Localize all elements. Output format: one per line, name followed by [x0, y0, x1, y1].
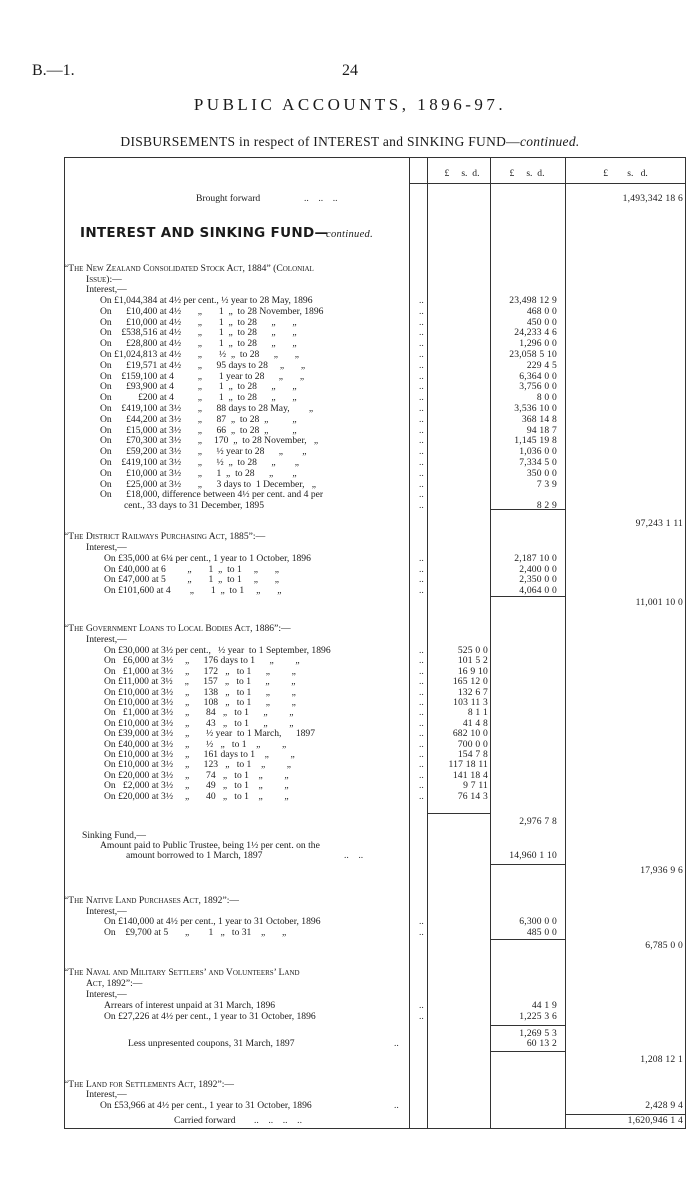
ledger-row-text: On £15,000 at 3½ „ 66 „ to 28 „ „: [100, 424, 297, 436]
ledger-row-amount: 154 7 8: [457, 749, 488, 760]
ledger-row-text: On £2,000 at 3½ „ 49 „ to 1 „ „: [104, 780, 289, 792]
leader-dots: ..: [419, 359, 424, 371]
leader-dots: ..: [419, 676, 424, 688]
ledger-row-amount: 76 14 3: [457, 790, 488, 802]
ledger-row-amount: 4,064 0 0: [519, 584, 557, 596]
ls-interest-row: On £53,966 at 4½ per cent., 1 year to 31 October, 1896 .. 2,428 9 4: [100, 1100, 683, 1111]
sinking-fund-amount: 14,960 1 10: [509, 850, 557, 861]
ledger-row-amount: 94 18 7: [526, 424, 557, 436]
leader-dots: .. .. .. ..: [254, 1115, 302, 1126]
ledger-row-text: On £70,300 at 3½ „ 170 „ to 28 November, „: [100, 435, 319, 447]
nm-act-total: 1,208 12 1: [640, 1054, 683, 1065]
ledger-row-amount: 1,296 0 0: [519, 338, 557, 350]
act-title-nz-consolidated-stock: “The New Zealand Consolidated Stock Act, 1884” (Colonial: [64, 263, 314, 274]
ledger-row-amount: 450 0 0: [526, 316, 557, 328]
dr-subtotal-rule: [490, 596, 565, 597]
dr-act-total: 11,001 10 0: [635, 597, 683, 608]
ledger-row-amount: 6,300 0 0: [519, 916, 557, 927]
ledger-row-amount: 1,145 19 8: [514, 435, 557, 447]
ledger-row-amount: 2,350 0 0: [519, 574, 557, 585]
leader-dots: ..: [419, 728, 424, 740]
carried-forward-label: Carried forward: [174, 1115, 236, 1126]
leader-dots: ..: [419, 790, 424, 802]
ledger-row-amount: 24,233 4 6: [514, 327, 557, 339]
gl-interest-rule: [427, 813, 490, 814]
pound-label: £: [603, 168, 609, 179]
leader-dots: ..: [419, 574, 424, 585]
currency-header-col2: [497, 169, 557, 179]
ledger-row-text: On £93,900 at 4 „ 1 „ to 28 „ „: [100, 381, 297, 393]
ledger-row-text: On £28,800 at 4½ „ 1 „ to 28 „ „: [100, 338, 297, 350]
ledger-row: [64, 729, 686, 739]
gl-total-row: [64, 866, 686, 876]
ledger-row: [64, 296, 686, 306]
leader-dots: ..: [419, 697, 424, 708]
ledger-row-text: On £10,000 at 4½ „ 1 „ to 28 „ „: [100, 316, 297, 328]
interest-label: Interest,—: [86, 284, 127, 295]
leader-dots: ..: [419, 413, 424, 425]
ledger-row-text: On £40,000 at 6 „ 1 „ to 1 „ „: [104, 563, 280, 575]
ledger-row: [64, 382, 686, 392]
ledger-row-text: On £10,000 at 3½ „ 1 „ to 28 „ „: [100, 467, 297, 479]
leader-dots: ..: [419, 926, 424, 938]
brought-forward-row: [64, 194, 686, 204]
ledger-row: [64, 426, 686, 436]
ledger-row-text: On £10,000 at 3½ „ 138 „ to 1 „ „: [104, 686, 296, 698]
gl-subtotal-row: [64, 817, 686, 827]
nz-total-row: [64, 519, 686, 529]
ledger-row-text: On £1,000 at 3½ „ 84 „ to 1 „ „: [104, 707, 294, 719]
ledger-row-amount: 101 5 2: [457, 655, 488, 667]
nl-total-row: [64, 941, 686, 951]
ledger-row-amount: 165 12 0: [452, 676, 488, 688]
ledger-row: [64, 490, 686, 500]
ledger-row-text: On £10,000 at 3½ „ 123 „ to 1 „ „: [104, 759, 292, 771]
ledger-row-text: On £10,000 at 3½ „ 161 days to 1 „ „: [104, 749, 295, 760]
leader-dots: ..: [419, 749, 424, 760]
act-title-district-railways: “The District Railways Purchasing Act, 1885”:—: [64, 531, 266, 542]
header-rule: [409, 183, 685, 184]
ledger-row-text: On £101,600 at 4 „ 1 „ to 1 „ „: [104, 584, 282, 596]
pound-label: £: [444, 168, 450, 179]
ledger-row-amount: 23,058 5 10: [509, 349, 557, 360]
ledger-row-text: On £20,000 at 3½ „ 74 „ to 1 „ „: [104, 769, 289, 781]
ledger-row-amount: 23,498 12 9: [509, 295, 557, 306]
leader-dots: ..: [419, 1010, 424, 1022]
interest-label: Interest,—: [86, 634, 127, 645]
ledger-row: [64, 372, 686, 382]
leader-dots: ..: [419, 305, 424, 317]
gl-act-total: 17,936 9 6: [640, 865, 683, 876]
currency-header-row: [64, 169, 686, 179]
ledger-row-amount: 117 18 11: [448, 759, 488, 771]
nl-act-total: 6,785 0 0: [645, 940, 683, 951]
leader-dots: ..: [419, 780, 424, 792]
ledger-row-text: On £25,000 at 3½ „ 3 days to 1 December, „: [100, 478, 316, 490]
ledger-row: [64, 307, 686, 317]
ledger-row: [64, 760, 686, 770]
leader-dots: ..: [419, 665, 424, 677]
ledger-row-amount: 8 1 1: [467, 707, 488, 719]
ledger-row-text: On £419,100 at 3½ „ 88 days to 28 May, „: [100, 403, 314, 414]
ledger-row-amount: 132 6 7: [457, 686, 488, 698]
leader-dots: ..: [419, 403, 424, 414]
leader-dots: ..: [419, 295, 424, 306]
ledger-row-amount: 16 9 10: [457, 665, 488, 677]
act-title-nz-consolidated-stock-cont: Issue):—: [86, 274, 122, 285]
ledger-row: [64, 565, 686, 575]
pence-label: d.: [472, 168, 480, 179]
ledger-row: [64, 917, 686, 927]
ledger-row-text: On £10,000 at 3½ „ 108 „ to 1 „ „: [104, 697, 296, 708]
page-number: 24: [342, 62, 358, 79]
ledger-row-amount: 41 4 8: [462, 717, 488, 729]
ledger-row: [64, 1001, 686, 1011]
act-title-native-land: “The Native Land Purchases Act, 1892”:—: [64, 895, 239, 906]
ledger-row-amount: 7,334 5 0: [519, 457, 557, 468]
currency-header-col3: [568, 169, 683, 179]
section-title: INTEREST AND SINKING FUND—: [80, 225, 329, 241]
ledger-row: [64, 928, 686, 938]
page-reference: B.—1.: [32, 62, 75, 79]
interest-label: Interest,—: [86, 542, 127, 553]
leader-dots: ..: [419, 655, 424, 667]
pound-label: £: [509, 168, 515, 179]
ledger-row: [64, 328, 686, 338]
subtitle-continued: continued.: [519, 134, 580, 149]
leader-dots: ..: [419, 563, 424, 575]
leader-dots: ..: [419, 686, 424, 698]
leader-dots: ..: [419, 759, 424, 771]
ledger-row-text: On £200 at 4 „ 1 „ to 28 „ „: [100, 392, 297, 404]
ledger-row-amount: 1,225 3 6: [519, 1010, 557, 1022]
ledger-row-amount: 1,036 0 0: [519, 446, 557, 458]
ledger-row: [64, 708, 686, 718]
brought-forward-label: Brought forward: [196, 193, 261, 204]
ledger-row-text: On £35,000 at 6¼ per cent., 1 year to 1 October, 1896: [104, 553, 311, 564]
brought-forward-total: 1,493,342 18 6: [622, 193, 683, 204]
leader-dots: ..: [419, 500, 424, 512]
leader-dots: ..: [419, 584, 424, 596]
ledger-row-amount: 350 0 0: [526, 467, 557, 479]
ledger-row: [64, 656, 686, 666]
sinking-fund-label: Sinking Fund,—: [82, 830, 146, 841]
ledger-row: [64, 436, 686, 446]
leader-dots: ..: [419, 327, 424, 339]
ledger-row-amount: 368 14 8: [521, 413, 557, 425]
ledger-row-text: On £30,000 at 3½ per cent., ½ year to 1 September, 1896: [104, 645, 331, 656]
ledger-row-text: On £11,000 at 3½ „ 157 „ to 1 „ „: [104, 676, 296, 688]
leader-dots: ..: [419, 338, 424, 350]
ledger-row-text: On £40,000 at 3½ „ ½ „ to 1 „ „: [104, 738, 287, 750]
page-subtitle: [0, 134, 700, 150]
ledger-row: [64, 404, 686, 414]
shilling-label: s.: [461, 168, 468, 179]
ledger-row: [64, 447, 686, 457]
ledger-row: [64, 339, 686, 349]
ledger-row-text: On £538,516 at 4½ „ 1 „ to 28 „ „: [100, 327, 297, 339]
nm-total-rule: [490, 1051, 565, 1052]
leader-dots: ..: [419, 467, 424, 479]
ledger-row-text: On £140,000 at 4½ per cent., 1 year to 31 October, 1896: [104, 916, 321, 927]
ledger-row-text: On £1,024,813 at 4½ „ ½ „ to 28 „ „: [100, 349, 300, 360]
ledger-row-text: On £1,000 at 3½ „ 172 „ to 1 „ „: [104, 665, 296, 677]
ledger-row-text: On £6,000 at 3½ „ 176 days to 1 „ „: [104, 655, 300, 667]
interest-label: Interest,—: [86, 989, 127, 1000]
leader-dots: ..: [419, 478, 424, 490]
ledger-row: [64, 677, 686, 687]
ledger-row: [64, 350, 686, 360]
leader-dots: ..: [419, 392, 424, 404]
act-title-government-loans: “The Government Loans to Local Bodies Act, 1886”:—: [64, 623, 291, 634]
ledger-row-amount: 2,400 0 0: [519, 563, 557, 575]
ledger-row-amount: 682 10 0: [452, 728, 488, 740]
ledger-row-amount: 485 0 0: [526, 926, 557, 938]
leader-dots: ..: [419, 916, 424, 927]
ledger-row-amount: 103 11 3: [453, 697, 488, 708]
interest-label: Interest,—: [86, 1089, 127, 1100]
ledger-row: [64, 415, 686, 425]
carried-forward-total: 1,620,946 1 4: [627, 1115, 683, 1126]
leader-dots: ..: [419, 381, 424, 393]
gl-total-rule: [490, 864, 565, 865]
ledger-row: [64, 792, 686, 802]
nl-subtotal-rule: [490, 939, 565, 940]
act-title-land-settlements: “The Land for Settlements Act, 1892”:—: [64, 1079, 234, 1090]
ledger-row: [64, 1012, 686, 1022]
ledger-row-text: On £20,000 at 3½ „ 40 „ to 1 „ „: [104, 790, 289, 802]
ledger-row: [64, 458, 686, 468]
ledger-row-amount: 468 0 0: [526, 305, 557, 317]
leader-dots: ..: [419, 370, 424, 382]
interest-label: Interest,—: [86, 906, 127, 917]
nm-less-row: Less unpresented coupons, 31 March, 1897 .. 60 13 2: [128, 1038, 557, 1049]
ledger-row-amount: 3,536 10 0: [514, 403, 557, 414]
ledger-row: [64, 586, 686, 596]
leader-dots: ..: [419, 457, 424, 468]
ledger-row-text: On £44,200 at 3½ „ 87 „ to 28 „ „: [100, 413, 297, 425]
leader-dots: .. .. ..: [304, 193, 338, 204]
ledger-row-amount: 2,187 10 0: [514, 553, 557, 564]
ledger-row-amount: 525 0 0: [457, 645, 488, 656]
nz-subtotal-rule: [490, 509, 565, 510]
leader-dots: ..: [419, 489, 424, 501]
nm-interest-sum: 1,269 5 3: [519, 1028, 557, 1039]
leader-dots: ..: [419, 316, 424, 328]
currency-header-col1: [436, 169, 488, 179]
ledger-row-amount: 7 3 9: [536, 478, 557, 490]
ledger-row-text: cent., 33 days to 31 December, 1895: [124, 500, 265, 512]
shilling-label: s.: [526, 168, 533, 179]
leader-dots: ..: [394, 1100, 399, 1111]
ledger-row-text: On £27,226 at 4½ per cent., 1 year to 31 October, 1896: [104, 1010, 316, 1022]
ledger-row: [64, 575, 686, 585]
ledger-row-text: On £159,100 at 4 „ 1 year to 28 „ „: [100, 370, 305, 382]
leader-dots: ..: [419, 553, 424, 564]
ls-act-total: 2,428 9 4: [645, 1100, 683, 1111]
carried-forward-row: [64, 1116, 686, 1126]
ledger-row: [64, 781, 686, 791]
ledger-row-amount: 700 0 0: [457, 738, 488, 750]
ledger-row-text: On £1,044,384 at 4½ per cent., ½ year to 28 May, 1896: [100, 295, 313, 306]
leader-dots: ..: [419, 349, 424, 360]
leader-dots: ..: [419, 769, 424, 781]
sinking-fund-row: Amount paid to Public Trustee, being 1½ per cent. on the: [100, 840, 320, 851]
leader-dots: ..: [419, 717, 424, 729]
ledger-row-amount: 6,364 0 0: [519, 370, 557, 382]
section-heading: [64, 225, 686, 244]
leader-dots: ..: [419, 435, 424, 447]
pence-label: d.: [640, 168, 648, 179]
dr-total-row: [64, 598, 686, 608]
ledger-row-amount: 8 2 9: [536, 500, 557, 512]
ledger-row-text: On £10,000 at 3½ „ 43 „ to 1 „ „: [104, 717, 294, 729]
ledger-row: [64, 361, 686, 371]
subtitle-main: DISBURSEMENTS in respect of INTEREST and SINKING FUND—: [120, 134, 520, 149]
leader-dots: ..: [419, 707, 424, 719]
nm-less-amount: 60 13 2: [526, 1038, 557, 1049]
leader-dots: ..: [419, 424, 424, 436]
page-title: PUBLIC ACCOUNTS, 1896-97.: [193, 95, 507, 114]
nm-total-row: [64, 1055, 686, 1065]
shilling-label: s.: [627, 168, 634, 179]
ledger-row-text: On £19,571 at 4½ „ 95 days to 28 „ „: [100, 359, 306, 371]
leader-dots: ..: [419, 446, 424, 458]
leader-dots: ..: [419, 738, 424, 750]
ledger-row-amount: 8 0 0: [536, 392, 557, 404]
section-continued: continued.: [326, 229, 374, 240]
ledger-row: [64, 501, 686, 511]
sinking-fund-row-cont: amount borrowed to 1 March, 1897 .. .. 14,960 1 10: [126, 850, 557, 861]
act-title-naval-military-cont: Act, 1892”:—: [86, 978, 143, 989]
ledger-row-text: On £9,700 at 5 „ 1 „ to 31 „ „: [104, 926, 287, 938]
act-title-naval-military: “The Naval and Military Settlers’ and Volunteers’ Land: [64, 967, 300, 978]
ledger-row: [64, 554, 686, 564]
ledger-row-amount: 141 18 4: [452, 769, 488, 781]
ledger-row-amount: 9 7 11: [463, 780, 488, 792]
ledger-row: [64, 318, 686, 328]
ledger-row-text: On £39,000 at 3½ „ ½ year to 1 March, 1897: [104, 728, 316, 740]
ledger-row-text: On £59,200 at 3½ „ ½ year to 28 „ „: [100, 446, 307, 458]
leader-dots: .. ..: [344, 850, 364, 861]
ledger-row-text: On £419,100 at 3½ „ ½ „ to 28 „ „: [100, 457, 300, 468]
nz-act-total: 97,243 1 11: [635, 518, 683, 529]
ledger-row: [64, 393, 686, 403]
ledger-row-text: On £47,000 at 5 „ 1 „ to 1 „ „: [104, 574, 280, 585]
accounts-table: [64, 157, 686, 1129]
leader-dots: ..: [394, 1038, 399, 1049]
ledger-row-text: Arrears of interest unpaid at 31 March, 1896: [104, 1000, 276, 1011]
ledger-row: [64, 469, 686, 479]
pence-label: d.: [537, 168, 545, 179]
ledger-row-text: On £10,400 at 4½ „ 1 „ to 28 November, 1896: [100, 305, 324, 317]
gl-interest-subtotal: 2,976 7 8: [519, 816, 557, 827]
nm-sum-rule: [490, 1025, 565, 1026]
leader-dots: ..: [419, 1000, 424, 1011]
leader-dots: ..: [419, 645, 424, 656]
ledger-row-amount: 3,756 0 0: [519, 381, 557, 393]
ledger-row-amount: 229 4 5: [526, 359, 557, 371]
ledger-row: [64, 480, 686, 490]
ledger-row-text: On £18,000, difference between 4½ per cent. and 4 per: [100, 489, 324, 501]
ledger-row-amount: 44 1 9: [531, 1000, 557, 1011]
